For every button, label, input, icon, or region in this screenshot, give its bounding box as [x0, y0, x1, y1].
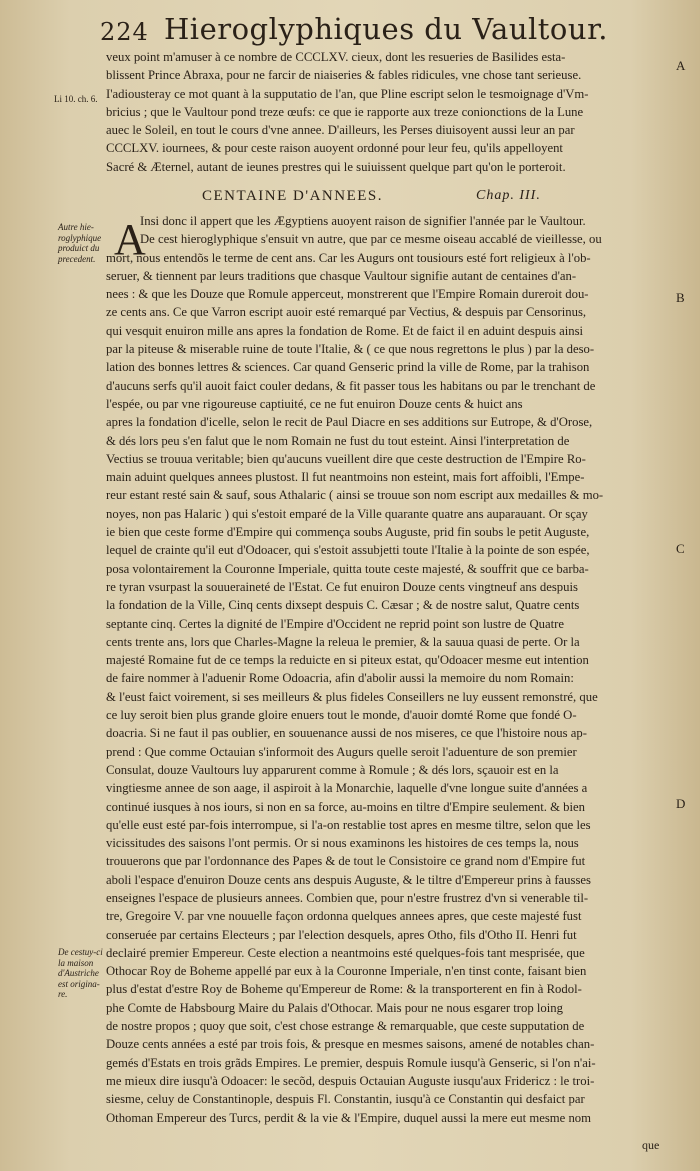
text-line: lation des bonnes lettres & sciences. Car quand Genseric prind la ville de Rome, par la trahison: [106, 360, 590, 375]
margin-note-line: produict du: [58, 243, 100, 253]
text-line: doacria. Si ne faut il pas oublier, en souuenance aussi de nos miseres, ce que l'histoire nous ap-: [106, 726, 587, 741]
margin-note-austriche: [58, 947, 106, 1000]
margin-letter-b: B: [676, 290, 685, 305]
text-line: continué iusques à nos iours, si non en sa force, au-moins en tiltre d'Empire seulement. & bien: [106, 799, 586, 814]
text-line: Sacré & Æternel, autant de ieunes prestres qui le suiuissent quelque part qu'on le porteroit.: [106, 159, 566, 174]
text-line: blissent Prince Abraxa, pour ne farcir de niaiseries & fables ridicules, vne chose tant serieuse.: [106, 68, 582, 83]
text-line: de nostre propos ; quoy que soit, c'est chose estrange & remarquable, que ceste supputation de: [106, 1019, 585, 1034]
text-line: Othocar Roy de Boheme appellé par eux à la Couronne Imperiale, n'en tinst conte, faisant bien: [106, 964, 587, 979]
margin-reference-text: Li 10. ch. 6.: [54, 94, 98, 104]
margin-letter-c: C: [676, 541, 685, 556]
text-line: seruer, & tiennent par leurs traditions que chasque Vaultour signifie autant de centaines d'an-: [106, 268, 577, 283]
text-line: noyes, non pas Halaric ) qui s'estoit emparé de la Ville quarante quatre ans auparauant. Or sçay: [106, 506, 588, 521]
page-header: [100, 8, 670, 48]
text-line: main aduint quelques annees plustost. Il fut neantmoins non esteint, mais fort affoibli, l'Empe-: [106, 470, 585, 485]
text-line: mort, nous entendõs le terme de cent ans. Car les Augurs ont tousiours esté fort religieux à l'ob-: [106, 250, 591, 265]
text-line: majesté Romaine fut de ce temps la reduicte en si piteux estat, qu'Odoacer mesme eut intention: [106, 653, 589, 668]
text-line: la fondation de la Ville, Cinq cents dixsept despuis C. Cæsar ; & de nostre salut, Quatre cents: [106, 598, 580, 613]
text-line: Vectius se trouua veritable; bien qu'aucuns vueillent dire que ceste destruction de l'Empire Ro-: [106, 451, 586, 466]
text-line: qui vesquit enuiron mille ans apres la fondation de Rome. Et de faict il en aduint despuis ainsi: [106, 323, 584, 338]
text-line: par la piteuse & miserable ruine de toute l'Italie, & ( ce que nous regrettons le plus ) par la deso-: [106, 342, 595, 357]
margin-note-line: precedent.: [58, 253, 96, 264]
text-line: phe Comte de Habsbourg Maire du Palais d'Othocar. Mais pour ne nous esgarer trop loing: [106, 1000, 563, 1015]
text-line: enseignes l'espace de plusieurs annees. Combien que, pour n'estre frustrez d'vn si venerable til-: [106, 890, 589, 905]
text-line: re tyran vsurpast la souueraineté de l'Estat. Ce fut enuiron Douze cents vingtneuf ans despuis: [106, 579, 578, 594]
margin-note-line: est origina-: [58, 978, 100, 989]
text-line: apres la fondation d'icelle, selon le recit de Paul Diacre en ses additions sur Eutrope, & d'Orose,: [106, 415, 593, 430]
text-line: I'adiousteray ce mot quant à la supputatio de l'an, que Pline escript selon le tesmoignage d'Vm-: [106, 86, 589, 101]
margin-note-line: roglyphique: [58, 232, 102, 243]
text-line: de faire nommer à l'aduenir Rome Odoacria, afin d'abolir aussi la memoire du nom Romain:: [106, 671, 574, 686]
margin-note-line: Autre hie-: [58, 222, 94, 232]
text-line: l'espée, ou par vne rigoureuse captiuité, ce ne fut enuiron Douze cents & huict ans: [106, 396, 523, 411]
text-line: cents trente ans, lors que Charles-Magne la releua le premier, & la sauua quasi de perte. Or la: [106, 634, 580, 649]
text-line: d'aucuns serfs qu'il auoit faict couler dedans, & fit passer tous les habitans ou par le trenchant de: [106, 378, 596, 393]
text-line: reur estant resté sain & sauf, sous Athalaric ( ainsi se trouue son nom escript aux medailles & mo-: [106, 488, 604, 503]
text-line: siesme, celuy de Constantinople, despuis Fl. Constantin, iusqu'à ce Constantin qui desfaict par: [106, 1092, 585, 1107]
text-line: & l'eust faict voirement, si ses meilleurs & plus fideles Conseillers ne luy eussent remonstré, que: [106, 689, 598, 704]
text-line: ze cents ans. Ce que Varron escript auoir esté remarqué par Vectius, & despuis par Censorinus,: [106, 305, 587, 320]
chapter-title: CENTAINE D'ANNEES.: [202, 188, 383, 204]
margin-reference: [54, 94, 106, 105]
margin-note-line: la maison: [58, 957, 94, 968]
margin-letter-d: D: [676, 796, 686, 811]
text-line: Douze cents années a esté par trois fois, & presque en mesmes saisons, amené de notables chan-: [106, 1037, 595, 1052]
text-line: auec le Soleil, en tout le cours d'vne annee. D'ailleurs, les Perses diuisoyent aussi leur an par: [106, 123, 575, 138]
text-line: CCCLXV. iournees, & pour ceste raison auoyent ordonné pour leur feu, qu'ils appelloyent: [106, 141, 563, 156]
text-line: tre, Gregoire V. par vne nouuelle façon ordonna quelques annees apres, que ceste majesté fust: [106, 909, 582, 924]
text-line: ce luy seroit bien plus grande gloire enuers tout le monde, d'auoir domté Rome que fondé O-: [106, 708, 577, 723]
chapter-heading: [106, 188, 668, 210]
margin-note-line: d'Austriche: [58, 968, 99, 978]
text-line: prend : Que comme Octauian s'informoit des Augurs quelle seroit l'aduenture de son premier: [106, 744, 577, 759]
page-number: 224: [100, 18, 149, 46]
text-line: Insi donc il appert que les Ægyptiens auoyent raison de signifier l'année par le Vaultour.: [140, 214, 586, 228]
text-line: gemés d'Estats en trois grãds Empires. Le premier, despuis Romule iusqu'à Genseric, si l'on n'ai-: [106, 1055, 596, 1070]
text-line: trouuerons que par l'ordonnance des Papes & de tout le Consistoire ce grand nom d'Empire fut: [106, 854, 586, 869]
text-line: veux point m'amuser à ce nombre de CCCLXV. cieux, dont les resueries de Basilides esta-: [106, 50, 566, 64]
text-line: bricius ; que le Vaultour pond treze œufs: ce que ie rapporte aux treze conionctions de la Lune: [106, 104, 584, 119]
margin-note-line: De cestuy-ci: [58, 947, 103, 957]
text-line: conseruée par certains Electeurs ; par l'election desquels, apres Otho, fils d'Otho II. Henri fut: [106, 927, 577, 942]
margin-note-hieroglyphique: [58, 222, 106, 264]
text-line: plus d'estat d'estre Roy de Boheme qu'Empereur de Rome: & la transporterent en fin à Rodol-: [106, 982, 582, 997]
text-line: nees : & que les Douze que Romule apperceut, monstrerent que l'Empire Romain dureroit dou-: [106, 287, 589, 302]
text-line: posa volontairement la Couronne Imperiale, quitta toute ceste majesté, & souffrit que ce barba-: [106, 561, 589, 576]
text-line: De cest hieroglyphique s'ensuit vn autre, que par ce mesme oiseau accablé de vieillesse, ou: [140, 232, 602, 247]
margin-letter-a: A: [676, 58, 686, 73]
text-line: lequel de crainte qu'il eut d'Odoacer, qui s'estoit assubjetti toute l'Italie à la pointe de son espée,: [106, 543, 590, 558]
text-line: me mieux dire iusqu'à Odoacer: le secõd, despuis Octauian Auguste iusqu'aux Fridericz : le troi-: [106, 1073, 595, 1088]
text-line: septante cinq. Certes la dignité de l'Empire d'Occident ne reprid point son lustre de Quatre: [106, 616, 565, 631]
text-line: Consulat, douze Vaultours luy apparurent comme à Romule ; & dés lors, sçauoir est en la: [106, 762, 559, 777]
text-line: aboli l'espace d'enuiron Douze cents ans despuis Auguste, & le tiltre d'Empereur prins à fausses: [106, 872, 591, 887]
text-line: qu'elle eust esté par-fois interrompue, si l'a-on restablie tost apres en mesme tiltre, selon que les: [106, 817, 591, 832]
text-line: declairé premier Empereur. Ceste election a neantmoins esté quelques-fois tant mesprisée, que: [106, 945, 585, 960]
text-line: vingtiesme annee de son aage, il aspiroit à la Monarchie, laquelle d'vne longue suite d'années a: [106, 781, 588, 796]
text-line: vicissitudes des saisons l'ont permis. Or si nous examinons les histoires de ces temps la, nous: [106, 836, 579, 851]
catchword: que: [642, 1138, 660, 1152]
margin-note-line: re.: [58, 989, 68, 999]
text-line: & dés lors peu s'en falut que le nom Romain ne fust du tout esteint. Ainsi l'interpretation de: [106, 433, 570, 448]
running-title: Hieroglyphiques du Vaultour.: [164, 12, 608, 46]
text-line: Othoman Empereur des Turcs, perdit & la vie & l'Empire, duquel aussi la mere eut mesme nom: [106, 1110, 592, 1125]
opening-paragraph: [106, 48, 668, 176]
text-line: ie bien que ceste forme d'Empire qui commença soubs Auguste, prid fin soubs le petit Auguste,: [106, 525, 590, 540]
drop-cap: A: [114, 215, 146, 264]
chapter-body: [106, 212, 668, 1127]
chapter-number: Chap. III.: [476, 188, 541, 203]
